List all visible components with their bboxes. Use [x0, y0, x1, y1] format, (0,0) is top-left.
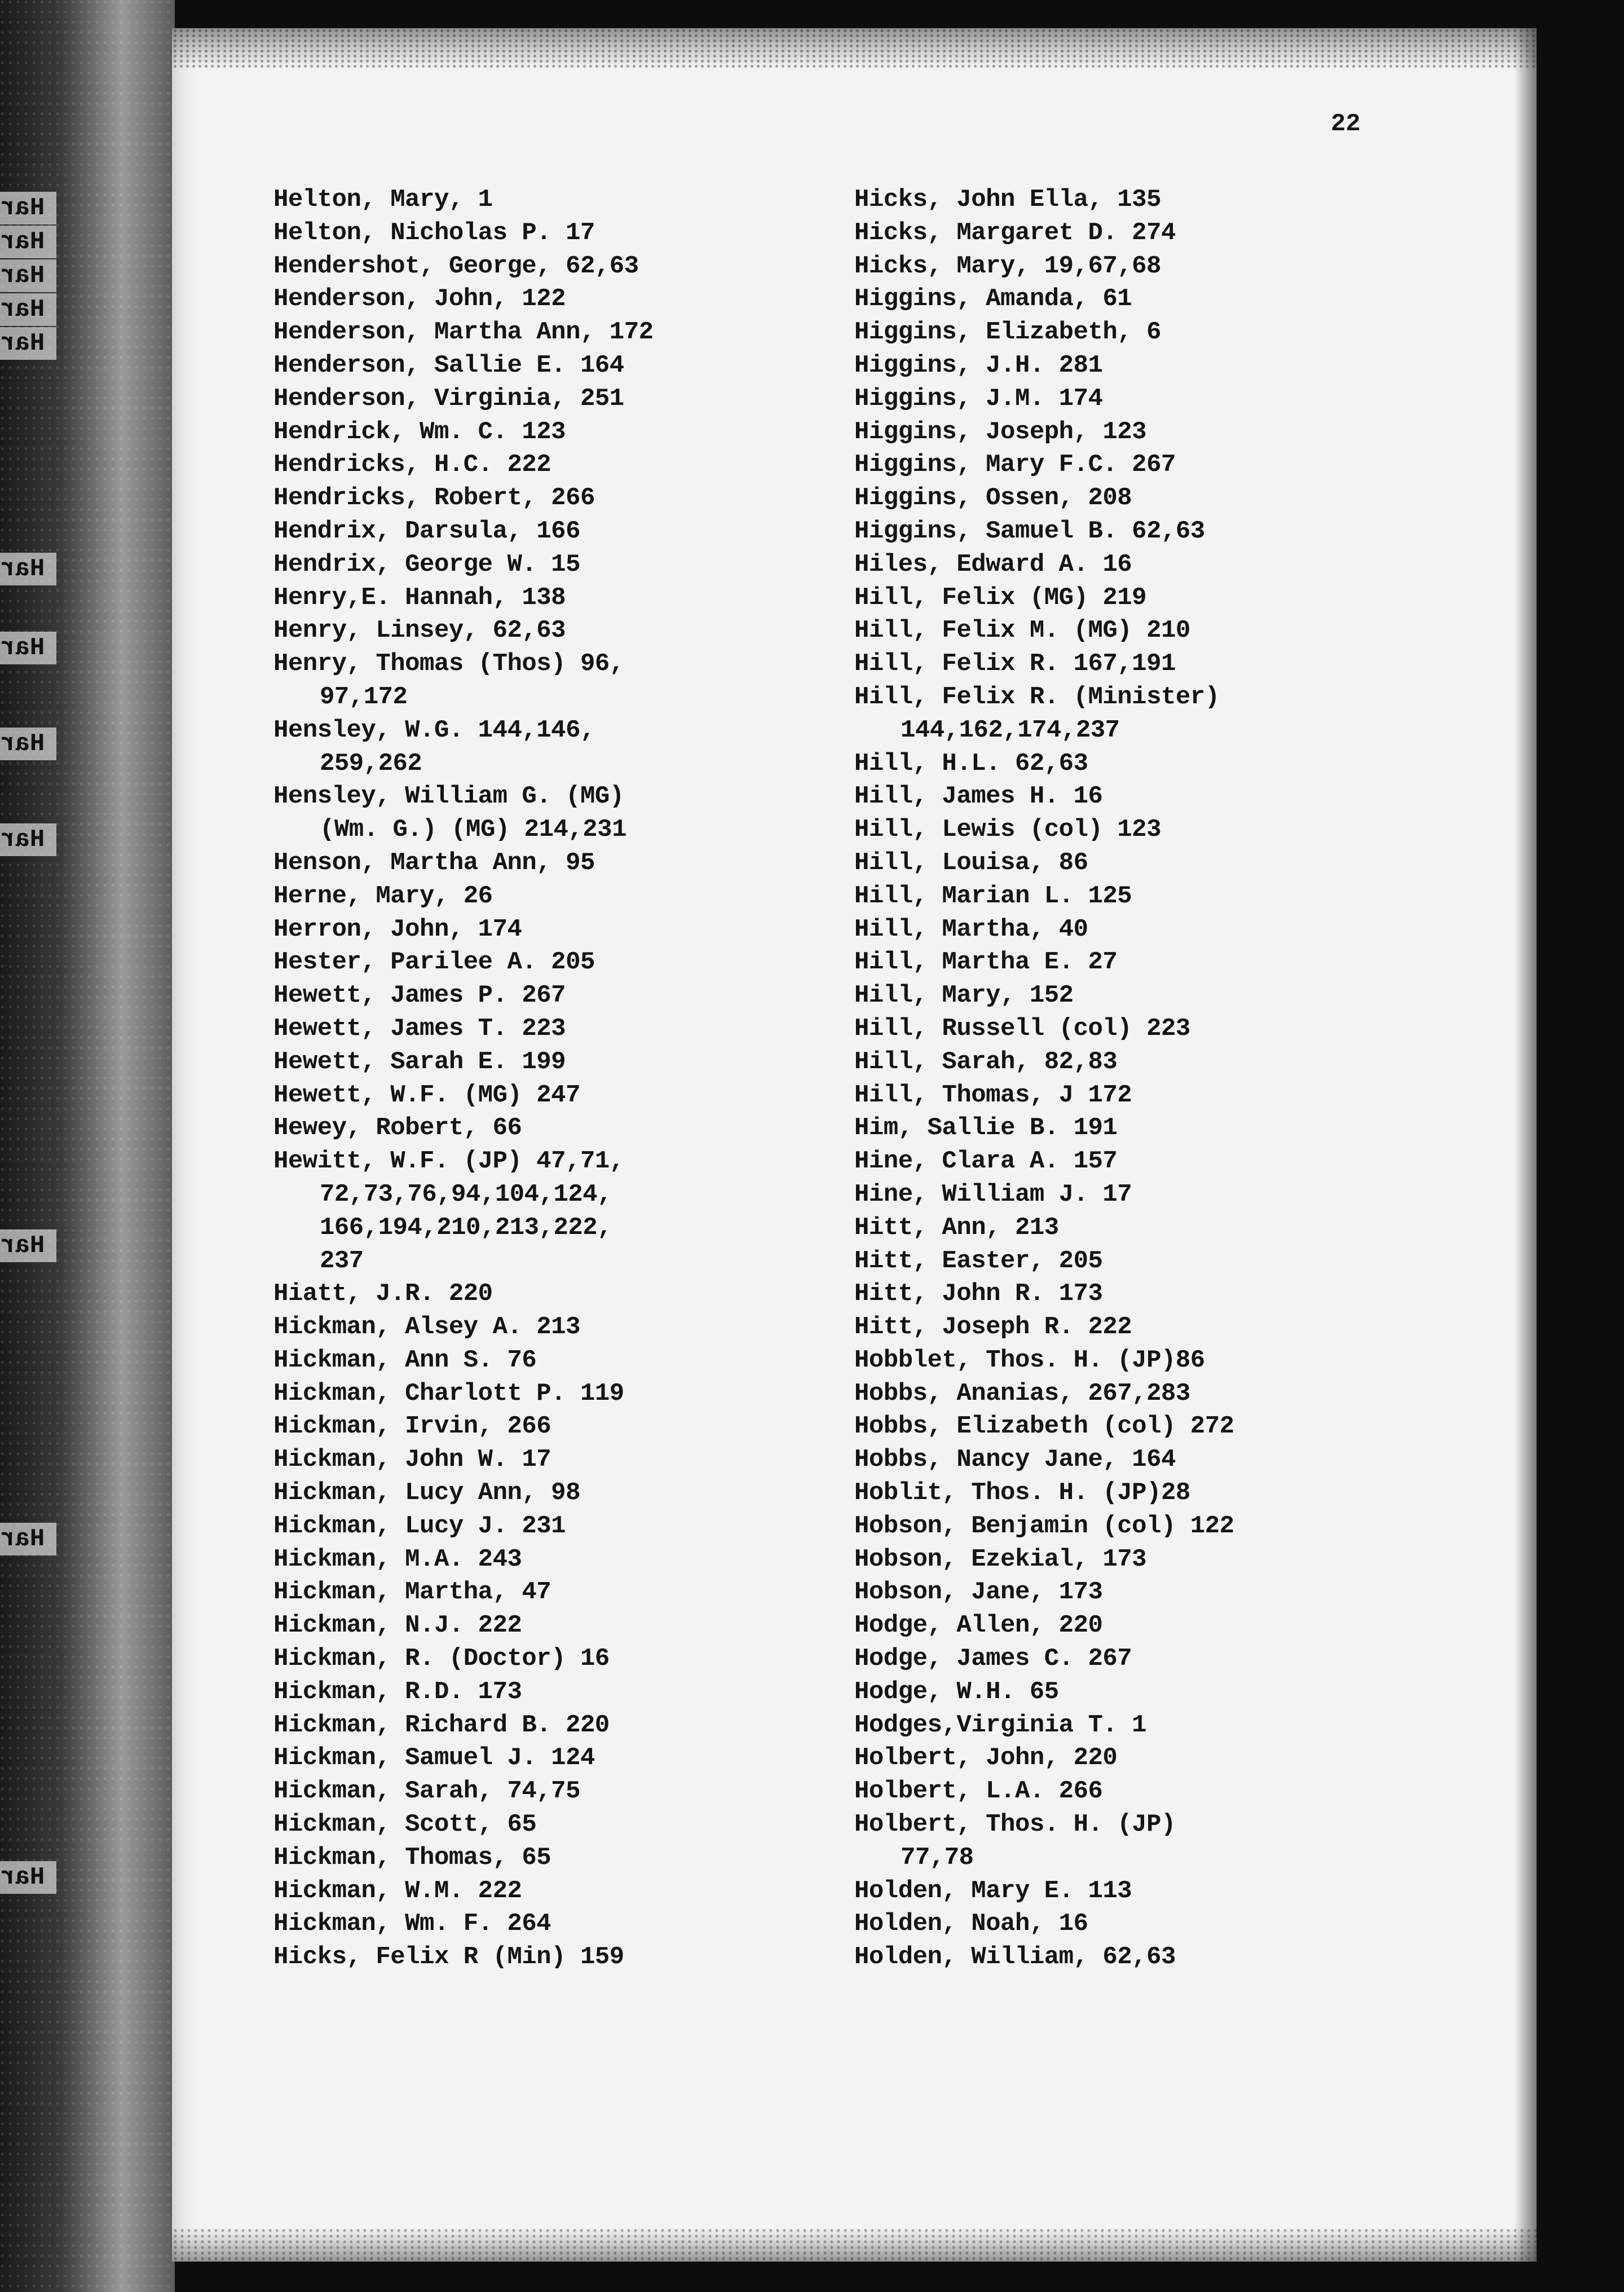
index-entry: Hickman, Sarah, 74,75 [273, 1777, 580, 1806]
index-entry: Hendrix, Darsula, 166 [273, 517, 580, 545]
index-entry: Hill, Martha, 40 [854, 915, 1088, 944]
index-entry-continuation: 166,194,210,213,222, [320, 1213, 612, 1242]
index-entry: Henry, Thomas (Thos) 96, [273, 650, 624, 678]
index-entry: Hodges,Virginia T. 1 [854, 1711, 1147, 1739]
bleed-text: Har [0, 327, 56, 360]
index-entry: Hodge, W.H. 65 [854, 1677, 1059, 1706]
index-entry: Hill, Marian L. 125 [854, 881, 1132, 910]
index-entry: Hill, James H. 16 [854, 782, 1103, 811]
index-entry: Hobbs, Ananias, 267,283 [854, 1379, 1190, 1408]
bleed-text: Har [0, 259, 56, 292]
index-entry: Hickman, Richard B. 220 [273, 1711, 610, 1739]
index-entry: Him, Sallie B. 191 [854, 1114, 1118, 1143]
index-entry: Hickman, Ann S. 76 [273, 1346, 537, 1374]
bleed-text: Har [0, 823, 56, 856]
index-entry: Helton, Mary, 1 [273, 186, 493, 214]
index-entry: Hill, Mary, 152 [854, 981, 1074, 1010]
index-entry: Hill, Martha E. 27 [854, 948, 1118, 977]
index-entry: Hill, Sarah, 82,83 [854, 1047, 1118, 1076]
index-entry: Holbert, Thos. H. (JP) [854, 1810, 1176, 1839]
index-entry: Hewitt, W.F. (JP) 47,71, [273, 1147, 624, 1176]
index-entry: Hendricks, H.C. 222 [273, 451, 551, 479]
index-entry: Higgins, Ossen, 208 [854, 484, 1132, 513]
index-entry: Hickman, N.J. 222 [273, 1611, 522, 1640]
index-entry: Hill, Russell (col) 223 [854, 1014, 1190, 1043]
bleed-text: Har [0, 1861, 56, 1894]
index-entry: Henson, Martha Ann, 95 [273, 848, 595, 877]
index-entry: Hill, H.L. 62,63 [854, 749, 1088, 778]
bleed-text: Har [0, 226, 56, 258]
index-entry: Hickman, Wm. F. 264 [273, 1910, 551, 1938]
index-column-right [854, 183, 1503, 1974]
index-entry: Holbert, L.A. 266 [854, 1777, 1103, 1806]
index-entry: Hickman, R.D. 173 [273, 1677, 522, 1706]
bleed-text: Har [0, 632, 56, 664]
bleed-text: Har [0, 293, 56, 326]
index-entry-continuation: 237 [320, 1246, 364, 1275]
index-entry: Hickman, Thomas, 65 [273, 1843, 551, 1872]
index-entry: Hitt, Ann, 213 [854, 1213, 1059, 1242]
index-entry: Hensley, W.G. 144,146, [273, 716, 595, 744]
index-page [172, 28, 1537, 2262]
index-column-left [273, 183, 837, 1974]
index-entry-continuation: 144,162,174,237 [901, 716, 1120, 744]
index-entry: Hensley, William G. (MG) [273, 782, 624, 811]
index-entry: Hester, Parilee A. 205 [273, 948, 595, 977]
index-entry: Hicks, Felix R (Min) 159 [273, 1943, 624, 1972]
index-entry: Henry, Linsey, 62,63 [273, 616, 566, 645]
scan-noise-bottom [172, 2228, 1537, 2262]
index-entry: Higgins, Mary F.C. 267 [854, 451, 1176, 479]
index-entry: Hobbs, Nancy Jane, 164 [854, 1445, 1176, 1474]
bleed-text: Har [0, 553, 56, 585]
index-entry: Hitt, John R. 173 [854, 1280, 1103, 1308]
index-entry: Hickman, Lucy Ann, 98 [273, 1479, 580, 1508]
adjacent-page-strip [0, 0, 175, 2292]
index-entry: Hill, Louisa, 86 [854, 848, 1088, 877]
index-entry: Hobblet, Thos. H. (JP)86 [854, 1346, 1205, 1374]
index-entry: Hicks, John Ella, 135 [854, 186, 1161, 214]
index-entry: Herne, Mary, 26 [273, 881, 493, 910]
index-entry: Hickman, Alsey A. 213 [273, 1313, 580, 1342]
index-entry: Hickman, Charlott P. 119 [273, 1379, 624, 1408]
index-entry: Hitt, Joseph R. 222 [854, 1313, 1132, 1342]
index-entry-continuation: (Wm. G.) (MG) 214,231 [320, 816, 626, 844]
index-entry: Hickman, Martha, 47 [273, 1578, 551, 1607]
index-entry: Hicks, Margaret D. 274 [854, 218, 1176, 247]
index-entry: Higgins, J.H. 281 [854, 351, 1103, 380]
index-entry: Holden, Noah, 16 [854, 1910, 1088, 1938]
index-entry-continuation: 72,73,76,94,104,124, [320, 1180, 612, 1209]
bleed-text: Har [0, 1229, 56, 1262]
index-entry: Hobson, Benjamin (col) 122 [854, 1511, 1234, 1540]
index-entry: Hewett, James T. 223 [273, 1014, 566, 1043]
index-entry: Hiles, Edward A. 16 [854, 550, 1132, 579]
index-entry: Hill, Thomas, J 172 [854, 1081, 1132, 1109]
index-entry: Higgins, J.M. 174 [854, 384, 1103, 413]
index-entry: Hodge, James C. 267 [854, 1645, 1132, 1673]
bleed-text: Har [0, 1523, 56, 1555]
index-entry: Hobson, Jane, 173 [854, 1578, 1103, 1607]
index-entry: Hicks, Mary, 19,67,68 [854, 252, 1161, 280]
index-entry: Hodge, Allen, 220 [854, 1611, 1103, 1640]
index-entry: Hickman, John W. 17 [273, 1445, 551, 1474]
index-entry: Henderson, Virginia, 251 [273, 384, 624, 413]
index-entry-continuation: 259,262 [320, 749, 422, 778]
index-entry: Hill, Felix R. (Minister) [854, 682, 1220, 711]
index-entry: Hickman, Samuel J. 124 [273, 1744, 595, 1773]
index-entry: Hobson, Ezekial, 173 [854, 1545, 1147, 1573]
index-entry: Holden, Mary E. 113 [854, 1876, 1132, 1905]
index-entry: Hine, William J. 17 [854, 1180, 1132, 1209]
index-entry: Henderson, John, 122 [273, 285, 566, 314]
page-edge-shadow [1514, 28, 1537, 2262]
index-entry: Hickman, R. (Doctor) 16 [273, 1645, 610, 1673]
index-entry: Holden, William, 62,63 [854, 1943, 1176, 1972]
index-entry: Hickman, Irvin, 266 [273, 1412, 551, 1441]
index-entry: Hill, Felix R. 167,191 [854, 650, 1176, 678]
index-entry: Hewett, James P. 267 [273, 981, 566, 1010]
page-number: 22 [1331, 110, 1361, 138]
index-entry: Hickman, Lucy J. 231 [273, 1511, 566, 1540]
index-entry: Hewett, Sarah E. 199 [273, 1047, 566, 1076]
index-entry: Hobbs, Elizabeth (col) 272 [854, 1412, 1234, 1441]
index-entry: Higgins, Joseph, 123 [854, 417, 1147, 446]
index-entry: Hill, Felix (MG) 219 [854, 583, 1147, 612]
index-entry: Holbert, John, 220 [854, 1744, 1118, 1773]
index-entry: Hill, Felix M. (MG) 210 [854, 616, 1190, 645]
index-entry-continuation: 77,78 [901, 1843, 974, 1872]
index-entry-continuation: 97,172 [320, 682, 408, 711]
index-entry: Helton, Nicholas P. 17 [273, 218, 595, 247]
index-entry: Hewey, Robert, 66 [273, 1114, 522, 1143]
index-entry: Hoblit, Thos. H. (JP)28 [854, 1479, 1190, 1508]
index-entry: Higgins, Amanda, 61 [854, 285, 1132, 314]
index-entry: Hewett, W.F. (MG) 247 [273, 1081, 580, 1109]
index-entry: Hickman, W.M. 222 [273, 1876, 522, 1905]
scan-noise-top [172, 28, 1537, 68]
index-entry: Hine, Clara A. 157 [854, 1147, 1118, 1176]
index-entry: Hickman, Scott, 65 [273, 1810, 537, 1839]
index-entry: Henderson, Sallie E. 164 [273, 351, 624, 380]
index-entry: Hickman, M.A. 243 [273, 1545, 522, 1573]
index-entry: Hitt, Easter, 205 [854, 1246, 1103, 1275]
index-entry: Herron, John, 174 [273, 915, 522, 944]
index-entry: Hendershot, George, 62,63 [273, 252, 639, 280]
bleed-text: Har [0, 728, 56, 760]
index-entry: Hiatt, J.R. 220 [273, 1280, 493, 1308]
index-entry: Hendricks, Robert, 266 [273, 484, 595, 513]
index-entry: Hill, Lewis (col) 123 [854, 816, 1161, 844]
index-entry: Higgins, Samuel B. 62,63 [854, 517, 1205, 545]
index-entry: Henderson, Martha Ann, 172 [273, 318, 654, 347]
bleed-text: Har [0, 192, 56, 224]
index-entry: Henry,E. Hannah, 138 [273, 583, 566, 612]
index-entry: Hendrick, Wm. C. 123 [273, 417, 566, 446]
index-entry: Hendrix, George W. 15 [273, 550, 580, 579]
index-entry: Higgins, Elizabeth, 6 [854, 318, 1161, 347]
